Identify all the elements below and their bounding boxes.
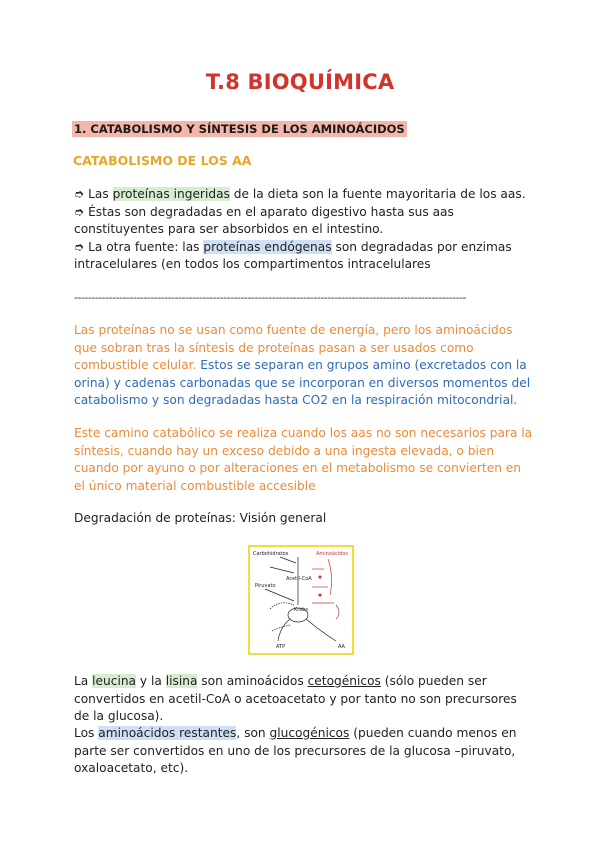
diagram-label-carbohydrates: Carbohidratos — [253, 551, 289, 557]
highlight-endogenous-proteins: proteínas endógenas — [203, 239, 332, 254]
underline-glucogenic: glucogénicos — [269, 726, 350, 740]
highlight-remaining-aa: aminoácidos restantes — [98, 726, 237, 740]
highlight-leucine: leucina — [92, 674, 137, 688]
paragraph-catabolic-path: Este camino catabólico se realiza cuando los aas no son necesarios para la síntesis, cuando hay un exceso debido a una ingesta elevada, o bien cuando por ayuno o por alteraciones en el metabolismo se convierten en el único material combustible accesible — [74, 426, 533, 493]
diagram-label-krebs: Krebs — [294, 607, 309, 613]
bullet-arrow-icon: ➮ — [74, 239, 85, 254]
diagram-label-aa: AA — [338, 644, 345, 650]
section-heading-catabolism-synthesis: 1. CATABOLISMO Y SÍNTESIS DE LOS AMINOÁCIDOS — [74, 122, 405, 136]
highlight-ingested-proteins: proteínas ingeridas — [112, 187, 230, 201]
bullet-item-3: ➮ La otra fuente: las proteínas endógenas son degradadas por enzimas intracelulares (en todos los compartimentos intracelulares — [74, 239, 512, 271]
paragraph-energy-source: Las proteínas no se usan como fuente de energía, pero los aminoácidos que sobran tras la síntesis de proteínas pasan a ser usados como combustible celular. Estos se separan en grupos amino (excretados con la orina) y cadenas carbonadas que se incorporan en diversos momentos del catabolismo y son degradadas hasta CO2 en la respiración mitocondrial. — [74, 323, 531, 407]
subsection-heading-aa-catabolism: CATABOLISMO DE LOS AA — [73, 153, 252, 168]
bullet-arrow-icon: ➮ — [74, 204, 85, 219]
diagram-arrows-black — [265, 557, 336, 641]
bullet-item-1: ➮ Las proteínas ingeridas de la dieta son la fuente mayoritaria de los aas. — [74, 187, 526, 201]
divider-line: ----------------------------------------------------------------------------------------------------------------- — [74, 291, 467, 304]
diagram-arrows-red — [312, 559, 339, 619]
bullet-item-2: ➮ Éstas son degradadas en el aparato digestivo hasta sus aas constituyentes para ser absorbidos en el intestino. — [74, 204, 454, 236]
bullet-arrow-icon: ➮ — [74, 187, 85, 201]
bullet-list — [74, 186, 534, 274]
diagram-label-pyruvate: Piruvato — [255, 583, 276, 589]
protein-degradation-diagram — [248, 545, 354, 655]
page-title: T.8 BIOQUÍMICA — [205, 70, 395, 94]
paragraph-glucogenic: Los aminoácidos restantes, son glucogénicos (pueden cuando menos en parte ser convertidos en uno de los precursores de la glucosa –piruvato, oxaloacetato, etc). — [74, 726, 517, 775]
paragraph-ketogenic: La leucina y la lisina son aminoácidos cetogénicos (sólo pueden ser convertidos en acetil-CoA o acetoacetato y por tanto no son precursores de la glucosa). — [74, 674, 517, 723]
highlight-lysine: lisina — [165, 674, 198, 688]
underline-ketogenic: cetogénicos — [307, 674, 381, 688]
diagram-image — [250, 547, 352, 653]
diagram-label-acetylcoa: Acetil-CoA — [286, 576, 312, 582]
diagram-label-atp: ATP — [276, 644, 286, 650]
diagram-label-amino: Aminoácidos — [316, 551, 348, 557]
overview-label: Degradación de proteínas: Visión general — [74, 511, 327, 525]
